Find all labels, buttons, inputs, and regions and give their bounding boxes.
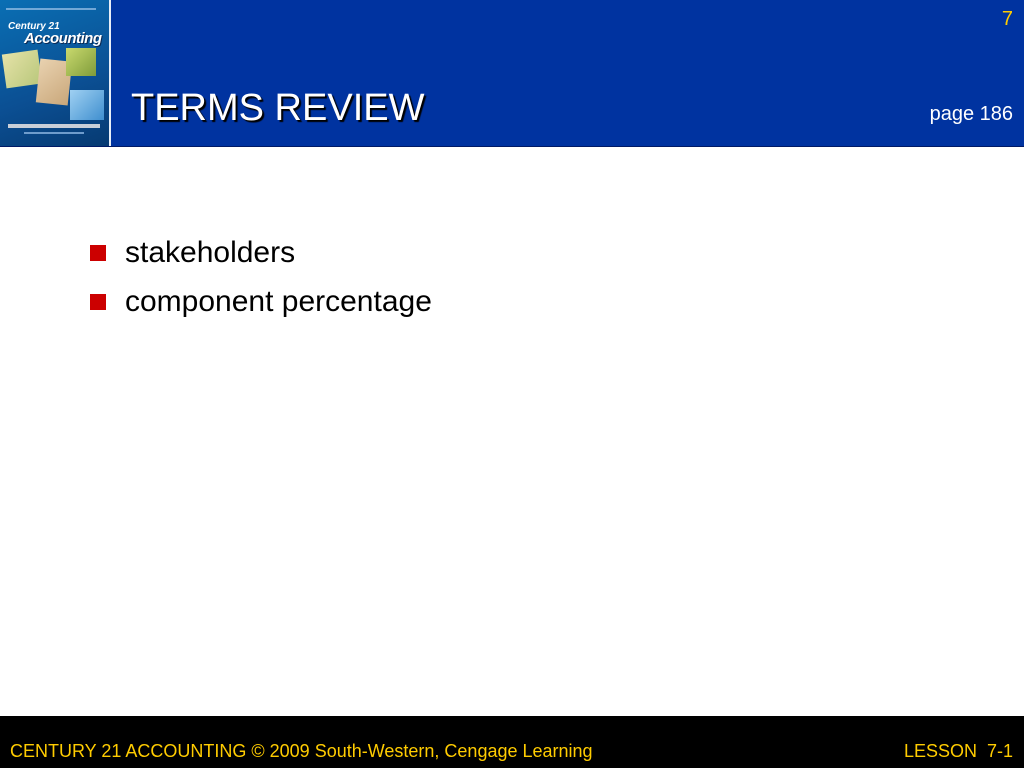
cover-bar — [24, 132, 84, 134]
footer-copyright: CENTURY 21 ACCOUNTING © 2009 South-Western, Cengage Learning — [10, 741, 593, 761]
term-text: component percentage — [125, 284, 432, 318]
page-reference: page 186 — [929, 103, 1013, 125]
term-text: stakeholders — [125, 235, 296, 269]
slide-header — [0, 0, 1024, 147]
cover-photo — [70, 90, 104, 120]
cover-rule — [6, 8, 96, 10]
slide-number: 7 — [1001, 8, 1013, 30]
list-item — [90, 228, 432, 277]
cover-photo — [2, 50, 42, 89]
cover-photo — [66, 48, 96, 76]
bullet-square-icon — [90, 245, 106, 261]
cover-bar — [8, 124, 100, 128]
slide-footer — [0, 716, 1024, 768]
list-item — [90, 277, 432, 326]
bullet-square-icon — [90, 294, 106, 310]
terms-list — [90, 228, 432, 326]
slide-title: TERMS REVIEW — [131, 87, 425, 129]
footer-lesson: LESSON 7-1 — [903, 741, 1013, 761]
textbook-cover-image — [0, 0, 111, 146]
cover-brand-main: Accounting — [24, 30, 102, 47]
cover-brand-top: Century 21 — [8, 21, 60, 32]
